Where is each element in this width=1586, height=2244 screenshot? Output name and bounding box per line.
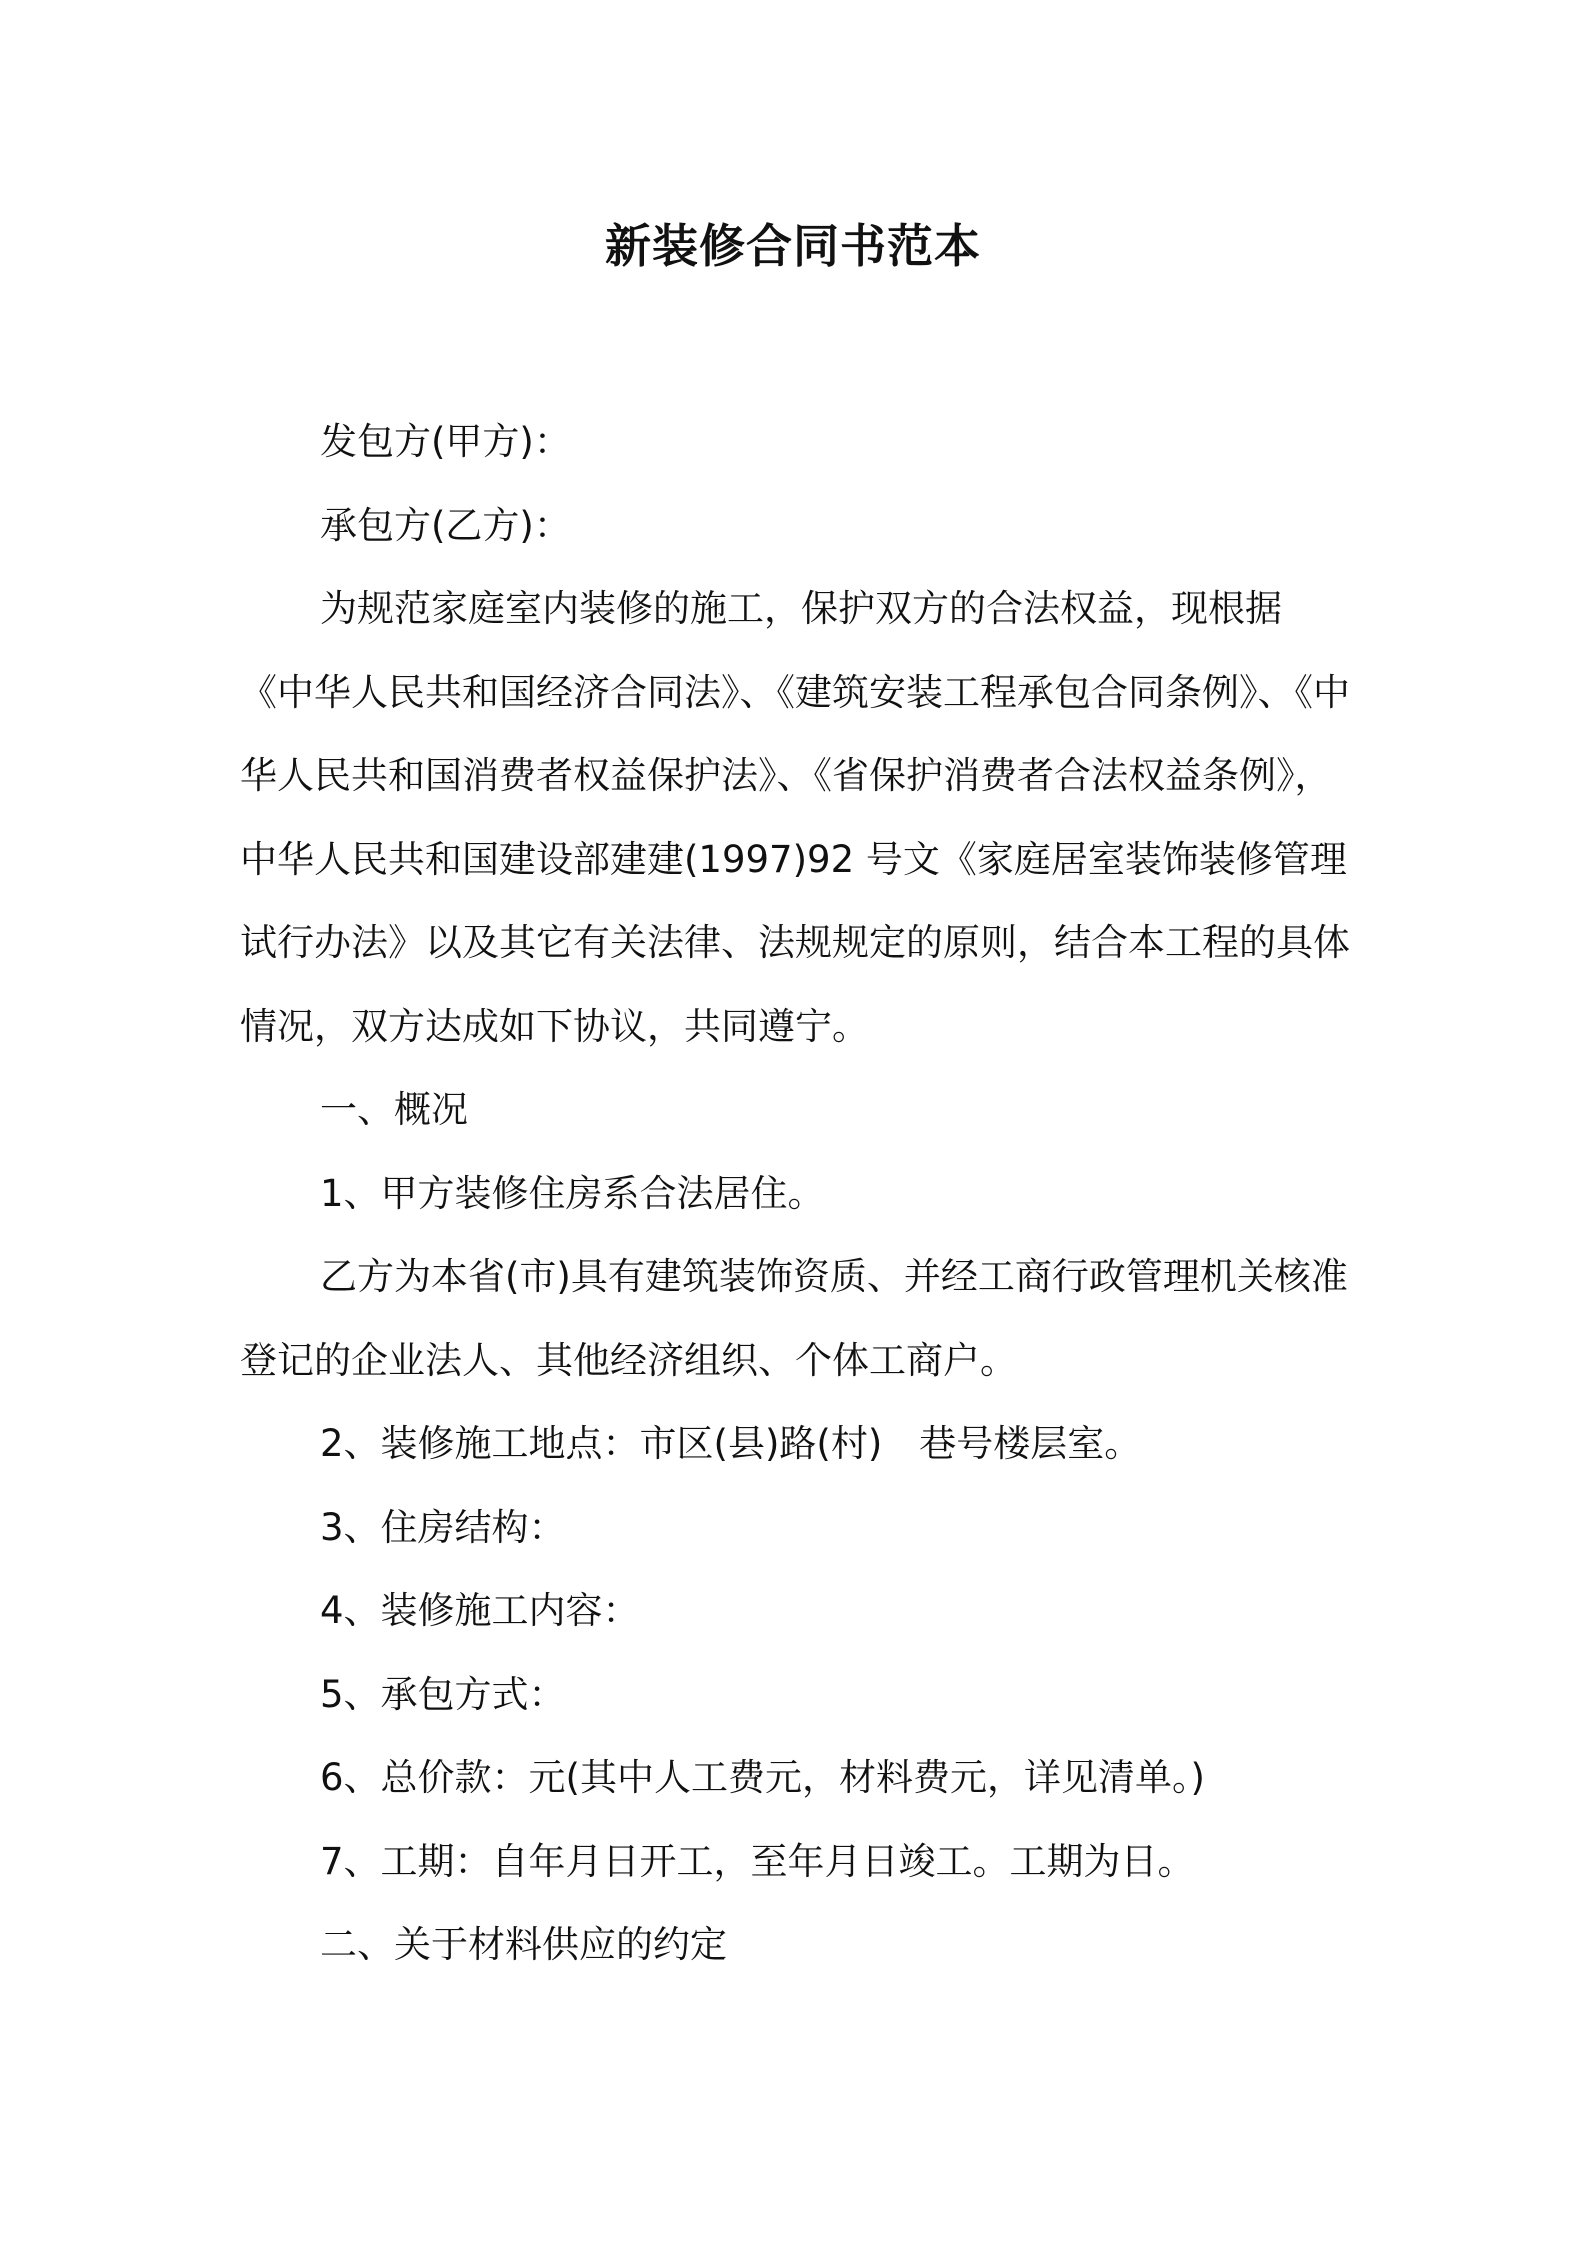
section-heading-materials: 二、关于材料供应的约定: [320, 1923, 727, 1966]
section-heading-overview: 一、概况: [320, 1088, 468, 1131]
party-a-line: 发包方(甲方)：: [320, 420, 571, 463]
document-body: [240, 400, 1350, 1987]
document-title: 新装修合同书范本: [605, 219, 981, 273]
clause-3: 3、住房结构：: [320, 1505, 566, 1549]
clause-6: 6、总价款：元(其中人工费元，材料费元，详见清单。): [320, 1756, 1205, 1799]
clause-5: 5、承包方式：: [320, 1672, 566, 1716]
party-b-line: 承包方(乙方)：: [320, 503, 571, 547]
clause-7: 7、工期：自年月日开工，至年月日竣工。工期为日。: [320, 1839, 1195, 1883]
preamble-paragraph: 为规范家庭室内装修的施工，保护双方的合法权益，现根据《中华人民共和国经济合同法》、《建筑安装工程承包合同条例》、《中华人民共和国消费者权益保护法》、《省保护消费者合法权益条例》，中华人民共和国建设部建建(1997)92 号文《家庭居室装饰装修管理试行办法》以及其它有关法律、法规规定的原则，结合本工程的具体情况，双方达成如下协议，共同遵宁。: [240, 587, 1350, 1048]
clause-1-contractor: 乙方为本省(市)具有建筑装饰资质、并经工商行政管理机关核准登记的企业法人、其他经济组织、个体工商户。: [240, 1255, 1348, 1382]
clause-1: 1、甲方装修住房系合法居住。: [320, 1171, 825, 1215]
clause-2: 2、装修施工地点：市区(县)路(村) 巷号楼层室。: [320, 1422, 1142, 1465]
clause-4: 4、装修施工内容：: [320, 1589, 640, 1632]
